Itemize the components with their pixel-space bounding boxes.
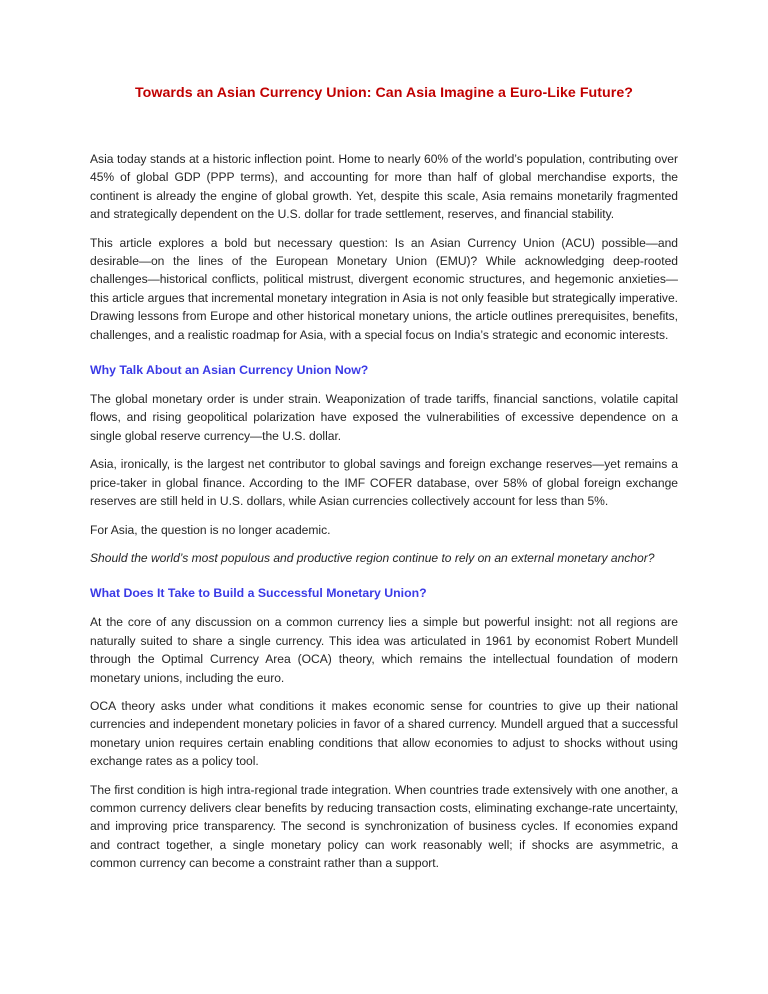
body-paragraph: Asia today stands at a historic inflection point. Home to nearly 60% of the world’s population, contributing over 45% of global GDP (PPP terms), and accounting for more than half of global merchandise exports, the continent is already the engine of global growth. Yet, despite this scale, Asia remains monetarily fragmented and strategically dependent on the U.S. dollar for trade settlement, reserves, and financial stability. <box>90 152 678 222</box>
body-paragraph: The global monetary order is under strain. Weaponization of trade tariffs, financial sanctions, volatile capital flows, and rising geopolitical polarization have exposed the vulnerabilities of excessive dependence on a single global reserve currency—the U.S. dollar. <box>90 392 678 443</box>
body-paragraph: The first condition is high intra-regional trade integration. When countries trade extensively with one another, a common currency delivers clear benefits by reducing transaction costs, eliminating exchange-rate uncertainty, and improving price transparency. The second is synchronization of business cycles. If economies expand and contract together, a single monetary policy can work reasonably well; if shocks are asymmetric, a common currency can become a constraint rather than a support. <box>90 782 678 871</box>
page-title: Towards an Asian Currency Union: Can Asia Imagine a Euro-Like Future? <box>135 85 633 101</box>
body-paragraph-italic: Should the world’s most populous and productive region continue to rely on an external monetary anchor? <box>90 550 655 565</box>
section-heading: What Does It Take to Build a Successful Monetary Union? <box>90 586 427 601</box>
body-paragraph: OCA theory asks under what conditions it makes economic sense for countries to give up their national currencies and independent monetary policies in favor of a shared currency. Mundell argued that a successful monetary union requires certain enabling conditions that allow economies to adjust to shocks without using exchange rates as a policy tool. <box>90 698 678 769</box>
body-paragraph: Asia, ironically, is the largest net contributor to global savings and foreign exchange reserves—yet remains a price-taker in global finance. According to the IMF COFER database, over 58% of global foreign exchange reserves are still held in U.S. dollars, while Asian currencies collectively account for less than 5%. <box>90 457 678 509</box>
section-heading: Why Talk About an Asian Currency Union Now? <box>90 363 369 378</box>
body-paragraph: This article explores a bold but necessary question: Is an Asian Currency Union (ACU) possible—and desirable—on the lines of the European Monetary Union (EMU)? While acknowledging deep-rooted challenges—historical conflicts, political mistrust, divergent economic structures, and hegemonic anxieties—this article argues that incremental monetary integration in Asia is not only feasible but strategically imperative. Drawing lessons from Europe and other historical monetary unions, the article outlines prerequisites, benefits, challenges, and a realistic roadmap for Asia, with a special focus on India’s strategic and economic interests. <box>90 235 678 342</box>
body-paragraph: At the core of any discussion on a common currency lies a simple but powerful insight: not all regions are naturally suited to share a single currency. This idea was articulated in 1961 by economist Robert Mundell through the Optimal Currency Area (OCA) theory, which remains the intellectual foundation of modern monetary unions, including the euro. <box>90 615 678 685</box>
body-paragraph: For Asia, the question is no longer academic. <box>90 522 331 537</box>
document-content <box>90 0 678 873</box>
document-body <box>90 150 678 873</box>
